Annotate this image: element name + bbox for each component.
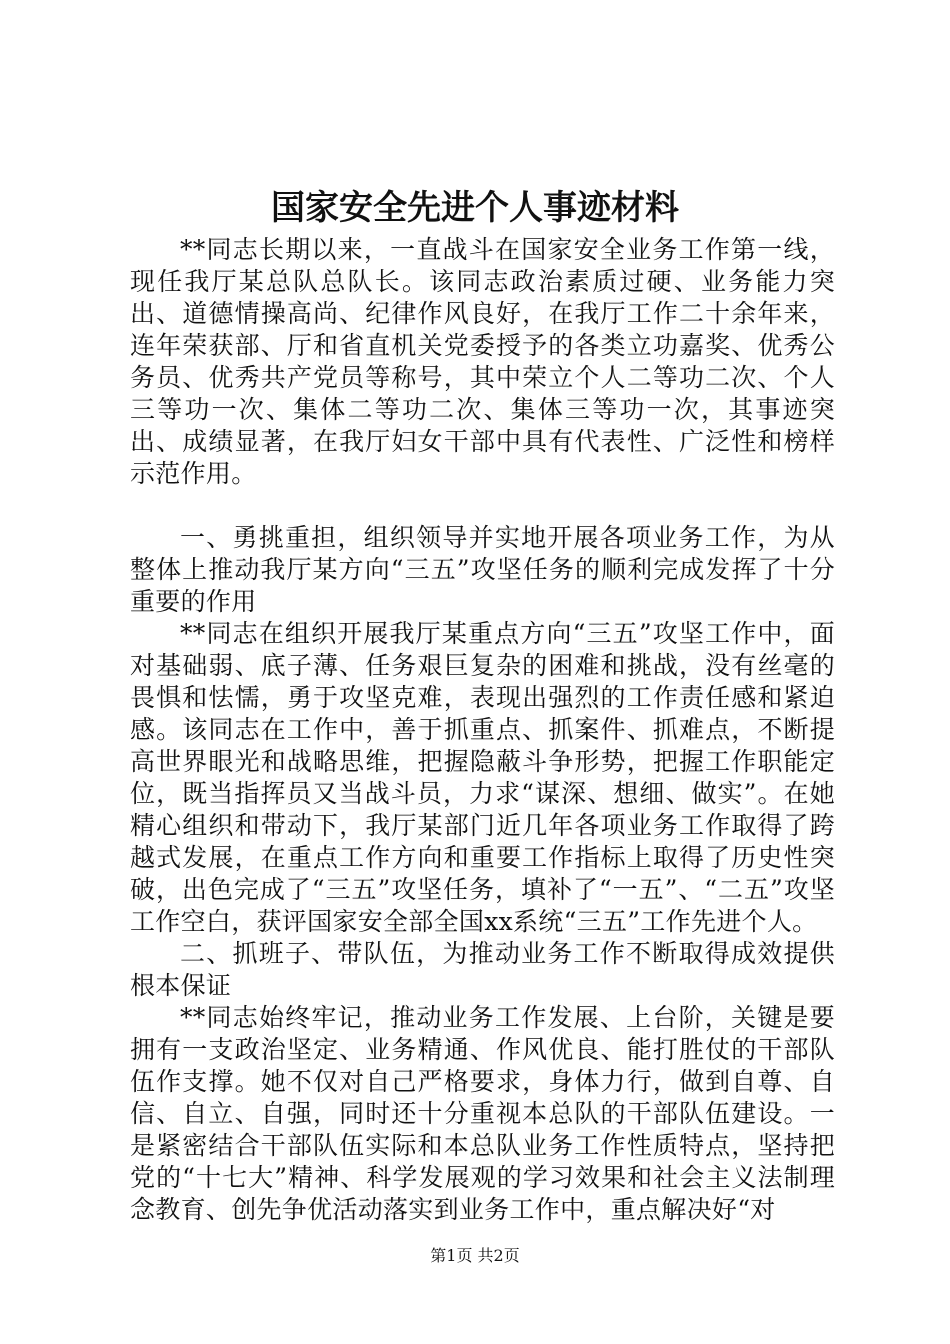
document-title: 国家安全先进个人事迹材料 xyxy=(271,188,679,228)
paragraph-section-1: **同志在组织开展我厅某重点方向“三五”攻坚工作中，面对基础弱、底子薄、任务艰巨复杂的困难和挑战，没有丝毫的畏惧和怯懦，勇于攻坚克难，表现出强烈的工作责任感和紧迫感。该同志在工作中，善于抓重点、抓案件、抓难点，不断提高世界眼光和战略思维，把握隐蔽斗争形势，把握工作职能定位，既当指挥员又当战斗员，力求“谋深、想细、做实”。在她精心组织和带动下，我厅某部门近几年各项业务工作取得了跨越式发展，在重点工作方向和重要工作指标上取得了历史性突破，出色完成了“三五”攻坚任务，填补了“一五”、“二五”攻坚工作空白，获评国家安全部全国xx系统“三五”工作先进个人。 xyxy=(130,619,835,936)
section-heading-2: 二、抓班子、带队伍，为推动业务工作不断取得成效提供根本保证 xyxy=(130,939,835,1000)
paragraph-intro: **同志长期以来，一直战斗在国家安全业务工作第一线，现任我厅某总队总队长。该同志政治素质过硬、业务能力突出、道德情操高尚、纪律作风良好，在我厅工作二十余年来，连年荣获部、厅和省直机关党委授予的各类立功嘉奖、优秀公务员、优秀共产党员等称号，其中荣立个人二等功二次、个人三等功一次、集体二等功二次、集体三等功一次，其事迹突出、成绩显著，在我厅妇女干部中具有代表性、广泛性和榜样示范作用。 xyxy=(130,235,835,488)
section-heading-1: 一、勇挑重担，组织领导并实地开展各项业务工作，为从整体上推动我厅某方向“三五”攻坚任务的顺利完成发挥了十分重要的作用 xyxy=(130,523,835,616)
paragraph-spacer xyxy=(130,490,835,522)
paragraph-section-2: **同志始终牢记，推动业务工作发展、上台阶，关键是要拥有一支政治坚定、业务精通、作风优良、能打胜仗的干部队伍作支撑。她不仅对自己严格要求，身体力行，做到自尊、自信、自立、自强，同时还十分重视本总队的干部队伍建设。一是紧密结合干部队伍实际和本总队业务工作性质特点，坚持把党的“十七大”精神、科学发展观的学习效果和社会主义法制理念教育、创先争优活动落实到业务工作中，重点解决好“对 xyxy=(130,1003,835,1224)
page-footer: 第1页 共2页 xyxy=(430,1246,520,1265)
document-body xyxy=(130,234,835,1226)
